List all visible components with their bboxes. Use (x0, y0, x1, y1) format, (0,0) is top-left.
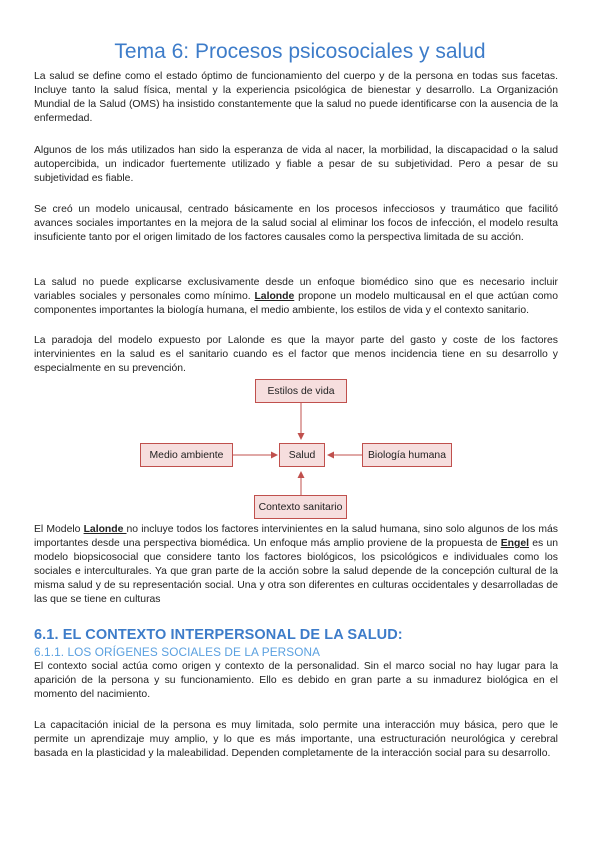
paragraph-modelo-unicausal: Se creó un modelo unicausal, centrado básicamente en los procesos infecciosos y traumático que facilitó avances sociales importantes en la mejora de la salud social al eliminar los focos de infección, el modelo resulta insuficiente tanto por el origen limitado de los factores causales como la perspectiva limitada de su acción. (34, 204, 558, 243)
text-segment: es un modelo biopsicosocial que considere tanto los factores biológicos, los psicológicos e individuales como los sociales e interculturales. Ya que gran parte de la acción sobre la salud depende de la concepción cultural de la misma salud y de su representación social. Una y otra son diferentes en culturas occidentales y desarrolladas de las que se tiene en culturas (34, 538, 558, 605)
box-medio-ambiente: Medio ambiente (140, 443, 233, 467)
text-segment: propone un modelo multicausal en el que actúan como componentes importantes la biología humana, el medio ambiente, los estilos de vida y el contexto sanitario. (34, 291, 558, 316)
text-segment: no incluye todos los factores intervinientes en la salud humana, sino solo algunos de los más importantes desde una perspectiva biomédica. Un enfoque más amplio proviene de la propuesta de (34, 524, 558, 549)
paragraph-capacitacion-inicial: La capacitación inicial de la persona es muy limitada, solo permite una interacción muy básica, pero que le permite un aprendizaje muy amplio, y lo que es más importante, una estructuración neurológica y cerebral basada en la plasticidad y la maleabilidad. Dependen completamente de la interacción social para su desarrollo. (34, 720, 558, 759)
engel-link[interactable]: Engel (500, 538, 530, 549)
paragraph-modelo-engel (34, 523, 558, 607)
paragraph-indicadores: Algunos de los más utilizados han sido la esperanza de vida al nacer, la morbilidad, la discapacidad o la salud autopercibida, un indicador fuertemente utilizado y fiable a pesar de su subjetividad. Pero a pesar de su subjetividad es fiable. (34, 145, 558, 184)
box-estilos-de-vida: Estilos de vida (255, 379, 347, 403)
box-biologia-humana: Biología humana (362, 443, 452, 467)
box-contexto-sanitario: Contexto sanitario (254, 495, 347, 519)
box-salud: Salud (279, 443, 325, 467)
text-segment: La salud no puede explicarse exclusivamente desde un enfoque biomédico sino que es necesario incluir variables sociales y personales como mínimo. (34, 277, 558, 302)
subsection-heading: 6.1.1. LOS ORÍGENES SOCIALES DE LA PERSONA (34, 645, 321, 659)
paragraph-contexto-social: El contexto social actúa como origen y contexto de la personalidad. Sin el marco social no hay lugar para la aparición de la persona y su funcionamiento. Ello es debido en gran parte a su inmadurez biológica en el momento del nacimiento. (34, 661, 558, 700)
paragraph-paradoja: La paradoja del modelo expuesto por Lalonde es que la mayor parte del gasto y coste de los factores intervinientes en la salud es el sanitario cuando es el factor que menos incidencia tiene en su desarrollo y especialmente en su prevención. (34, 335, 558, 374)
page-title: Tema 6: Procesos psicosociales y salud (114, 40, 486, 63)
text-segment: El Modelo (34, 524, 84, 535)
lalonde-link[interactable]: Lalonde (83, 524, 127, 535)
section-heading: 6.1. EL CONTEXTO INTERPERSONAL DE LA SALUD: (34, 627, 403, 643)
lalonde-link[interactable]: Lalonde (254, 291, 295, 302)
paragraph-salud-definicion: La salud se define como el estado óptimo de funcionamiento del cuerpo y de la persona en todas sus facetas. Incluye tanto la salud física, mental y la experiencia psicológica de bienestar y desarrollo. La Organización Mundial de la Salud (OMS) ha insistido constantemente que la salud no puede identificarse con la ausencia de la enfermedad. (34, 71, 558, 124)
